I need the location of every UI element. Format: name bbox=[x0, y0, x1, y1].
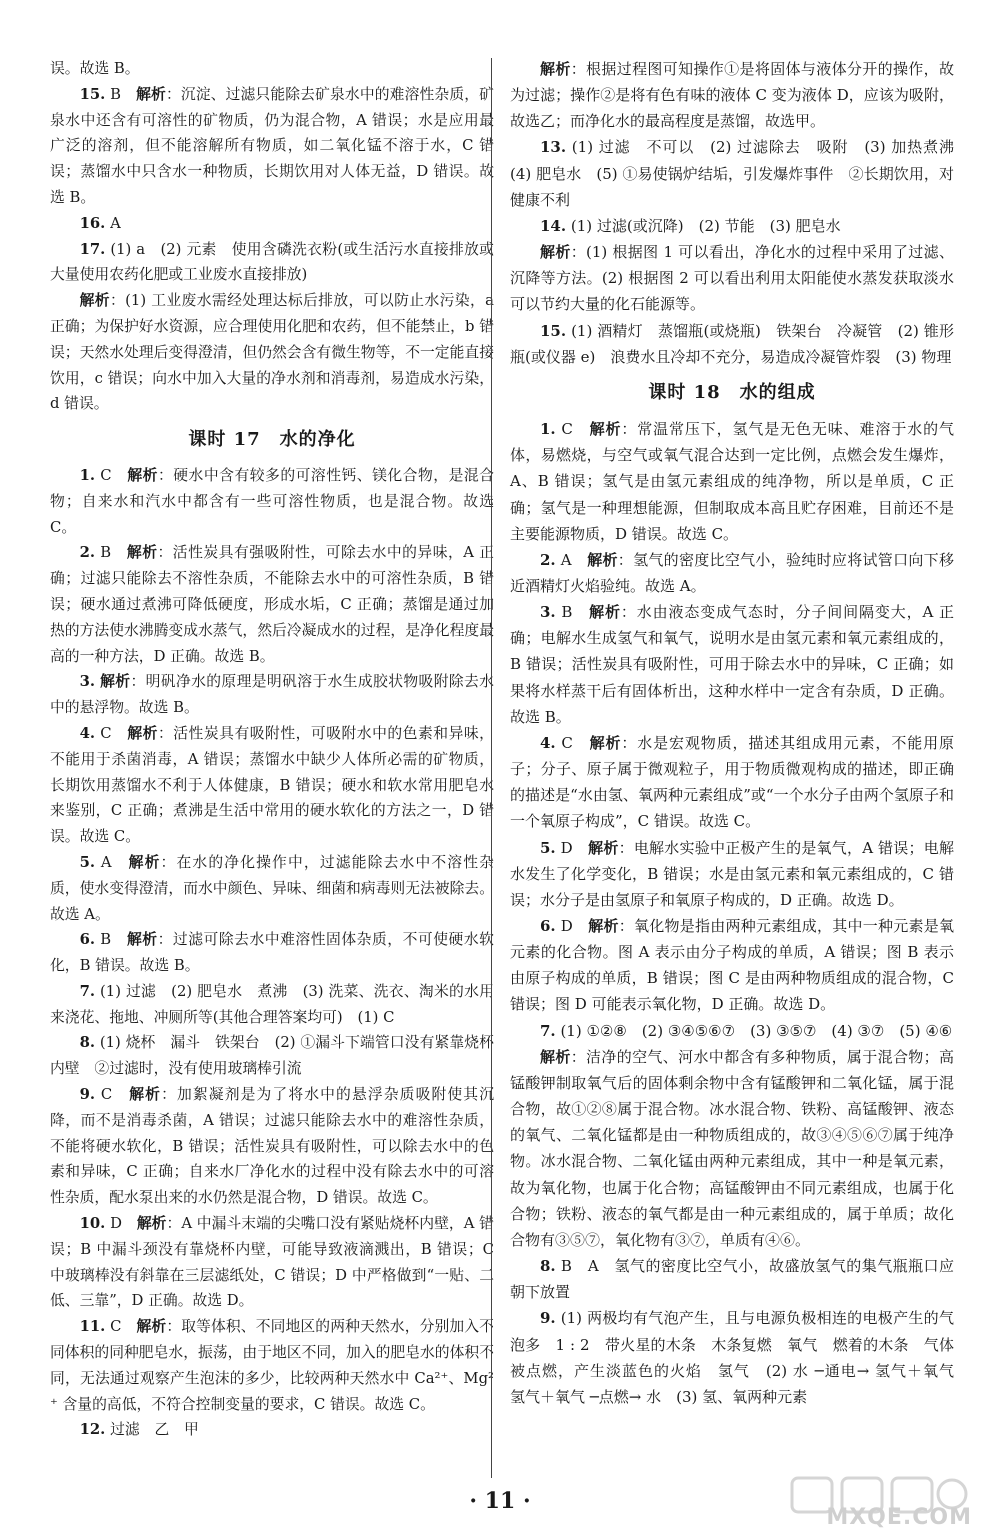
answer-text: C bbox=[100, 466, 112, 484]
analysis-text: ：水由液态变成气态时，分子间间隔变大，A 正确；电解水生成氢气和氧气，说明水是由氢元素和氧元素组成的，B 错误；活性炭具有吸附性，可用于除去水中的异味，C 正确；如果将水样蒸干后有固体析出，这种水样中一定含有杂质，D 正确。故选 B。 bbox=[510, 603, 954, 726]
answer-text: (1) 过滤 不可以 (2) 过滤除去 吸附 (3) 加热煮沸 (4) 肥皂水 (5) ①易使锅炉结垢，引发爆炸事件 ②长期饮用，对健康不利 bbox=[510, 138, 969, 209]
analysis-label: 解析 bbox=[540, 60, 571, 78]
analysis-text: ：常温常压下，氢气是无色无味、难溶于水的气体，易燃烧，与空气或氧气混合达到一定比例，点燃会发生爆炸，A、B 错误；氢气是由氢元素组成的纯净物，所以是单质，C 正确；氢气是一种理想能源，但制取成本高且贮存困难，目前还不是主要能源物质，D 错误。故选 C。 bbox=[510, 420, 954, 543]
analysis-label: 解析 bbox=[540, 1047, 571, 1066]
answer-item bbox=[510, 213, 954, 239]
analysis-label: 解析 bbox=[126, 544, 158, 562]
question-number: 4. bbox=[79, 724, 96, 742]
answer-item bbox=[50, 540, 494, 669]
answer-item bbox=[510, 730, 954, 835]
column-divider bbox=[491, 58, 492, 1478]
question-number: 13. bbox=[540, 138, 567, 157]
answer-item bbox=[510, 1018, 954, 1044]
answer-text: (1) 过滤 (2) 肥皂水 煮沸 (3) 洗菜、洗衣、淘米的水用来浇花、拖地、冲厕所等(其他合理答案均可) (1) C bbox=[50, 982, 494, 1026]
text-line bbox=[50, 56, 494, 82]
analysis-label: 解析 bbox=[128, 853, 161, 871]
question-number: 10. bbox=[79, 1215, 106, 1233]
analysis-text: ：(1) 工业废水需经处理达标后排放，可以防止水污染，a 正确；为保护好水资源，应合理使用化肥和农药，但不能禁止，b 错误；天然水处理后变得澄清，但仍然会含有微生物等，不一定能直接饮用，c 错误；向水中加入大量的净水剂和消毒剂，易造成水污染，d 错误。 bbox=[50, 292, 494, 413]
answer-item bbox=[50, 1417, 494, 1443]
answer-item bbox=[50, 979, 494, 1031]
answer-item bbox=[510, 416, 954, 547]
answer-text: D bbox=[560, 917, 573, 935]
analysis-text: ：水是宏观物质，描述其组成用元素，不能用原子；分子、原子属于微观粒子，用于物质微观构成的描述，即正确的描述是“水由氢、氧两种元素组成”或“一个水分子由两个氢原子和一个氧原子构成”，C 错误。故选 C。 bbox=[510, 733, 954, 831]
analysis-label: 解析 bbox=[79, 292, 110, 310]
analysis-text: ：沉淀、过滤只能除去矿泉水中的难溶性杂质，矿泉水中还含有可溶性的矿物质，仍为混合物，A 错误；水是应用最广泛的溶剂，但不能溶解所有物质，如二氧化锰不溶于水，C 错误；蒸馏水中只含水一种物质，长期饮用对人体无益，D 错误。故选 B。 bbox=[50, 85, 494, 206]
analysis-text: ：洁净的空气、河水中都含有多种物质，属于混合物；高锰酸钾制取氧气后的固体剩余物中含有锰酸钾和二氧化锰，属于混合物，故①②⑧属于混合物。冰水混合物、铁粉、高锰酸钾、液态的氧气、二氧化锰都是由一种物质组成的，故③④⑤⑥⑦属于纯净物。冰水混合物、二氧化锰由两种元素组成，其中一种是氧元素，故为氧化物，也属于化合物；高锰酸钾由不同元素组成，也属于化合物；铁粉、液态的氧气都是由一种元素组成的，属于单质；故化合物有③⑤⑦，氧化物有③⑦，单质有④⑥。 bbox=[510, 1047, 954, 1249]
question-number: 4. bbox=[540, 733, 556, 752]
answer-item bbox=[50, 1030, 494, 1082]
answer-text: C bbox=[561, 420, 573, 439]
analysis-text: ：硬水中含有较多的可溶性钙、镁化合物，是混合物；自来水和汽水中都含有一些可溶性物质，也是混合物。故选 C。 bbox=[50, 466, 494, 536]
answer-text: A bbox=[560, 550, 572, 569]
answer-item bbox=[510, 835, 954, 913]
analysis-label: 解析 bbox=[136, 1215, 167, 1233]
question-number: 5. bbox=[79, 853, 96, 871]
analysis-label: 解析 bbox=[129, 1086, 162, 1104]
question-number: 6. bbox=[79, 931, 96, 949]
watermark-text: MXQE.COM bbox=[826, 1505, 972, 1530]
answer-text: (1) 酒精灯 蒸馏瓶(或烧瓶) 铁架台 冷凝管 (2) 锥形瓶(或仪器 e) 浪费水且冷却不充分，易造成冷凝管炸裂 (3) 物理 bbox=[510, 321, 954, 366]
question-number: 7. bbox=[540, 1021, 556, 1040]
answer-item bbox=[50, 237, 494, 289]
answer-text: C bbox=[100, 1086, 113, 1104]
analysis-label: 解析 bbox=[126, 931, 158, 949]
answer-item bbox=[50, 850, 494, 927]
section-heading: 课时 17 水的净化 bbox=[188, 429, 356, 451]
answer-text: C bbox=[561, 733, 573, 752]
answer-item bbox=[510, 1305, 970, 1410]
answer-item bbox=[50, 211, 494, 237]
analysis-label: 解析 bbox=[136, 1318, 167, 1336]
answer-item bbox=[50, 463, 494, 540]
answer-text: A bbox=[100, 853, 112, 871]
question-number: 16. bbox=[79, 214, 106, 232]
answer-text: B A 氢气的密度比空气小，故盛放氢气的集气瓶瓶口应朝下放置 bbox=[510, 1257, 954, 1302]
answer-text: D bbox=[560, 838, 573, 857]
question-number: 15. bbox=[79, 85, 106, 103]
question-number: 2. bbox=[540, 550, 556, 569]
question-number: 9. bbox=[540, 1309, 556, 1328]
analysis-text: ：加絮凝剂是为了将水中的悬浮杂质吸附使其沉降，而不是消毒杀菌，A 错误；过滤只能除去水中的难溶性杂质，不能将硬水软化，B 错误；活性炭具有吸附性，可以除去水中的色素和异味，C 正确；自来水厂净化水的过程中没有除去水中的可溶性杂质，配水泵出来的水仍然是混合物，D 错误。故选 C。 bbox=[50, 1086, 494, 1207]
answer-text: B bbox=[110, 85, 122, 103]
question-number: 3. bbox=[79, 673, 96, 691]
section-heading: 课时 18 水的组成 bbox=[648, 381, 816, 403]
analysis-label: 解析 bbox=[589, 420, 622, 439]
question-number: 1. bbox=[540, 420, 556, 439]
answer-text: D bbox=[110, 1215, 122, 1233]
explanation-item bbox=[50, 288, 494, 417]
answer-text: (1) 过滤(或沉降) (2) 节能 (3) 肥皂水 bbox=[570, 216, 841, 235]
answer-text: (1) ①②⑧ (2) ③④⑤⑥⑦ (3) ③⑤⑦ (4) ③⑦ (5) ④⑥ bbox=[560, 1021, 953, 1040]
analysis-text: ：取等体积、不同地区的两种天然水，分别加入不同体积的同种肥皂水，振荡，由于地区不同，加入的肥皂水的体积不同，无法通过观察产生泡沫的多少，比较两种天然水中 Ca²⁺、Mg²⁺ 含量的高低，不符合控制变量的要求，C 错误。故选 C。 bbox=[50, 1318, 494, 1413]
analysis-text: ：氢气的密度比空气小，验纯时应将试管口向下移近酒精灯火焰验纯。故选 A。 bbox=[510, 550, 954, 595]
answer-text: C bbox=[110, 1318, 122, 1336]
question-number: 2. bbox=[79, 544, 96, 562]
answer-item bbox=[50, 1314, 494, 1417]
analysis-label: 解析 bbox=[588, 917, 619, 935]
answer-text: C bbox=[100, 724, 112, 742]
analysis-text: ：活性炭具有强吸附性，可除去水中的异味，A 正确；过滤只能除去不溶性杂质，不能除去水中的可溶性杂质，B 错误；硬水通过煮沸可降低硬度，形成水垢，C 正确；蒸馏是通过加热的方法使水沸腾变成水蒸气，然后冷凝成水的过程，是净化程度最高的一种方法，D 正确。故选 B。 bbox=[50, 544, 494, 665]
answer-item bbox=[50, 82, 494, 211]
analysis-text: ：根据过程图可知操作①是将固体与液体分开的操作，故为过滤；操作②是将有色有味的液体 C 变为液体 D，应该为吸附，故选乙；而净化水的最高程度是蒸馏，故选甲。 bbox=[510, 60, 954, 131]
analysis-label: 解析 bbox=[127, 466, 158, 484]
question-number: 3. bbox=[540, 603, 556, 622]
analysis-text: ：明矾净水的原理是明矾溶于水生成胶状物吸附除去水中的悬浮物。故选 B。 bbox=[50, 673, 494, 717]
answer-text: A bbox=[110, 214, 121, 232]
question-number: 17. bbox=[79, 240, 106, 258]
analysis-label: 解析 bbox=[589, 733, 622, 752]
analysis-label: 解析 bbox=[127, 724, 158, 742]
answer-text: B bbox=[561, 603, 573, 622]
explanation-item bbox=[510, 239, 954, 317]
answer-text: B bbox=[100, 544, 112, 562]
answer-item bbox=[510, 547, 954, 599]
question-number: 12. bbox=[79, 1421, 106, 1439]
answer-item bbox=[50, 1082, 494, 1211]
question-number: 9. bbox=[79, 1086, 96, 1104]
analysis-label: 解析 bbox=[540, 243, 571, 262]
page-number: · 11 · bbox=[469, 1488, 531, 1514]
question-number: 8. bbox=[79, 1034, 96, 1052]
explanation-item bbox=[510, 1044, 954, 1253]
answer-item bbox=[50, 721, 494, 850]
analysis-text: ：在水的净化操作中，过滤能除去水中不溶性杂质，使水变得澄清，而水中颜色、异味、细菌和病毒则无法被除去。故选 A。 bbox=[50, 853, 494, 923]
analysis-label: 解析 bbox=[589, 603, 621, 622]
analysis-text: ：氧化物是指由两种元素组成，其中一种元素是氧元素的化合物。图 A 表示由分子构成的单质，A 错误；图 B 表示由原子构成的单质，B 错误；图 C 是由两种物质组成的混合物，C 错误；图 D 可能表示氧化物，D 正确。故选 D。 bbox=[510, 917, 954, 1014]
answer-text: (1) a (2) 元素 使用含磷洗衣粉(或生活污水直接排放或大量使用农药化肥或工业废水直接排放) bbox=[50, 240, 494, 284]
text: 误。故选 B。 bbox=[50, 60, 140, 77]
answer-item bbox=[50, 1211, 494, 1314]
analysis-text: ：A 中漏斗末端的尖嘴口没有紧贴烧杯内壁，A 错误；B 中漏斗颈没有靠烧杯内壁，可能导致液滴溅出，B 错误；C 中玻璃棒没有斜靠在三层滤纸处，C 错误；D 中严格做到“一贴、二低、三靠”，D 正确。故选 D。 bbox=[50, 1215, 494, 1310]
answer-item bbox=[50, 669, 494, 721]
analysis-text: ：(1) 根据图 1 可以看出，净化水的过程中采用了过滤、沉降等方法。(2) 根据图 2 可以看出利用太阳能使水蒸发获取淡水可以节约大量的化石能源等。 bbox=[510, 243, 954, 314]
question-number: 6. bbox=[540, 917, 556, 935]
answer-text: B bbox=[100, 931, 112, 949]
analysis-label: 解析 bbox=[100, 673, 131, 691]
answer-text: (1) 两极均有气泡产生，且与电源负极相连的电极产生的气泡多 1 : 2 带火星的木条 木条复燃 氧气 燃着的木条 气体被点燃，产生淡蓝色的火焰 氢气 (2) 水 ─通电→ 氢气＋氧气 氢气＋氧气 ─点燃→ 水 (3) 氢、氧两种元素 bbox=[510, 1309, 970, 1406]
answer-item bbox=[510, 134, 969, 212]
question-number: 8. bbox=[540, 1257, 556, 1276]
question-number: 15. bbox=[540, 321, 567, 340]
question-number: 7. bbox=[79, 982, 96, 1000]
answer-text: 过滤 乙 甲 bbox=[110, 1421, 199, 1439]
question-number: 1. bbox=[79, 466, 96, 484]
answer-item bbox=[510, 599, 954, 730]
right-column bbox=[510, 56, 970, 1410]
left-column bbox=[50, 56, 494, 1443]
answer-text: (1) 烧杯 漏斗 铁架台 (2) ①漏斗下端管口没有紧靠烧杯内壁 ②过滤时，没有使用玻璃棒引流 bbox=[50, 1034, 494, 1078]
analysis-label: 解析 bbox=[587, 550, 618, 569]
question-number: 11. bbox=[79, 1318, 106, 1336]
question-number: 14. bbox=[540, 216, 567, 235]
analysis-label: 解析 bbox=[136, 85, 166, 103]
analysis-text: ：过滤可除去水中难溶性固体杂质，不可使硬水软化，B 错误。故选 B。 bbox=[50, 931, 494, 975]
analysis-label: 解析 bbox=[588, 838, 619, 857]
analysis-text: ：活性炭具有吸附性，可吸附水中的色素和异味，不能用于杀菌消毒，A 错误；蒸馏水中缺少人体所必需的矿物质，长期饮用蒸馏水不利于人体健康，B 错误；硬水和软水常用肥皂水来鉴别，C 正确；煮沸是生活中常用的硬水软化的方法之一，D 错误。故选 C。 bbox=[50, 724, 494, 846]
answer-item bbox=[50, 927, 494, 979]
answer-item bbox=[510, 1253, 954, 1305]
answer-item bbox=[510, 318, 954, 370]
answer-item bbox=[510, 913, 954, 1018]
question-number: 5. bbox=[540, 838, 556, 857]
explanation-item bbox=[510, 56, 954, 134]
watermark bbox=[772, 1470, 972, 1530]
analysis-text: ：电解水实验中正极产生的是氧气，A 错误；电解水发生了化学变化，B 错误；水是由氢元素和氧元素组成的，C 错误；水分子是由氢原子和氧原子构成的，D 正确。故选 D。 bbox=[510, 838, 954, 909]
